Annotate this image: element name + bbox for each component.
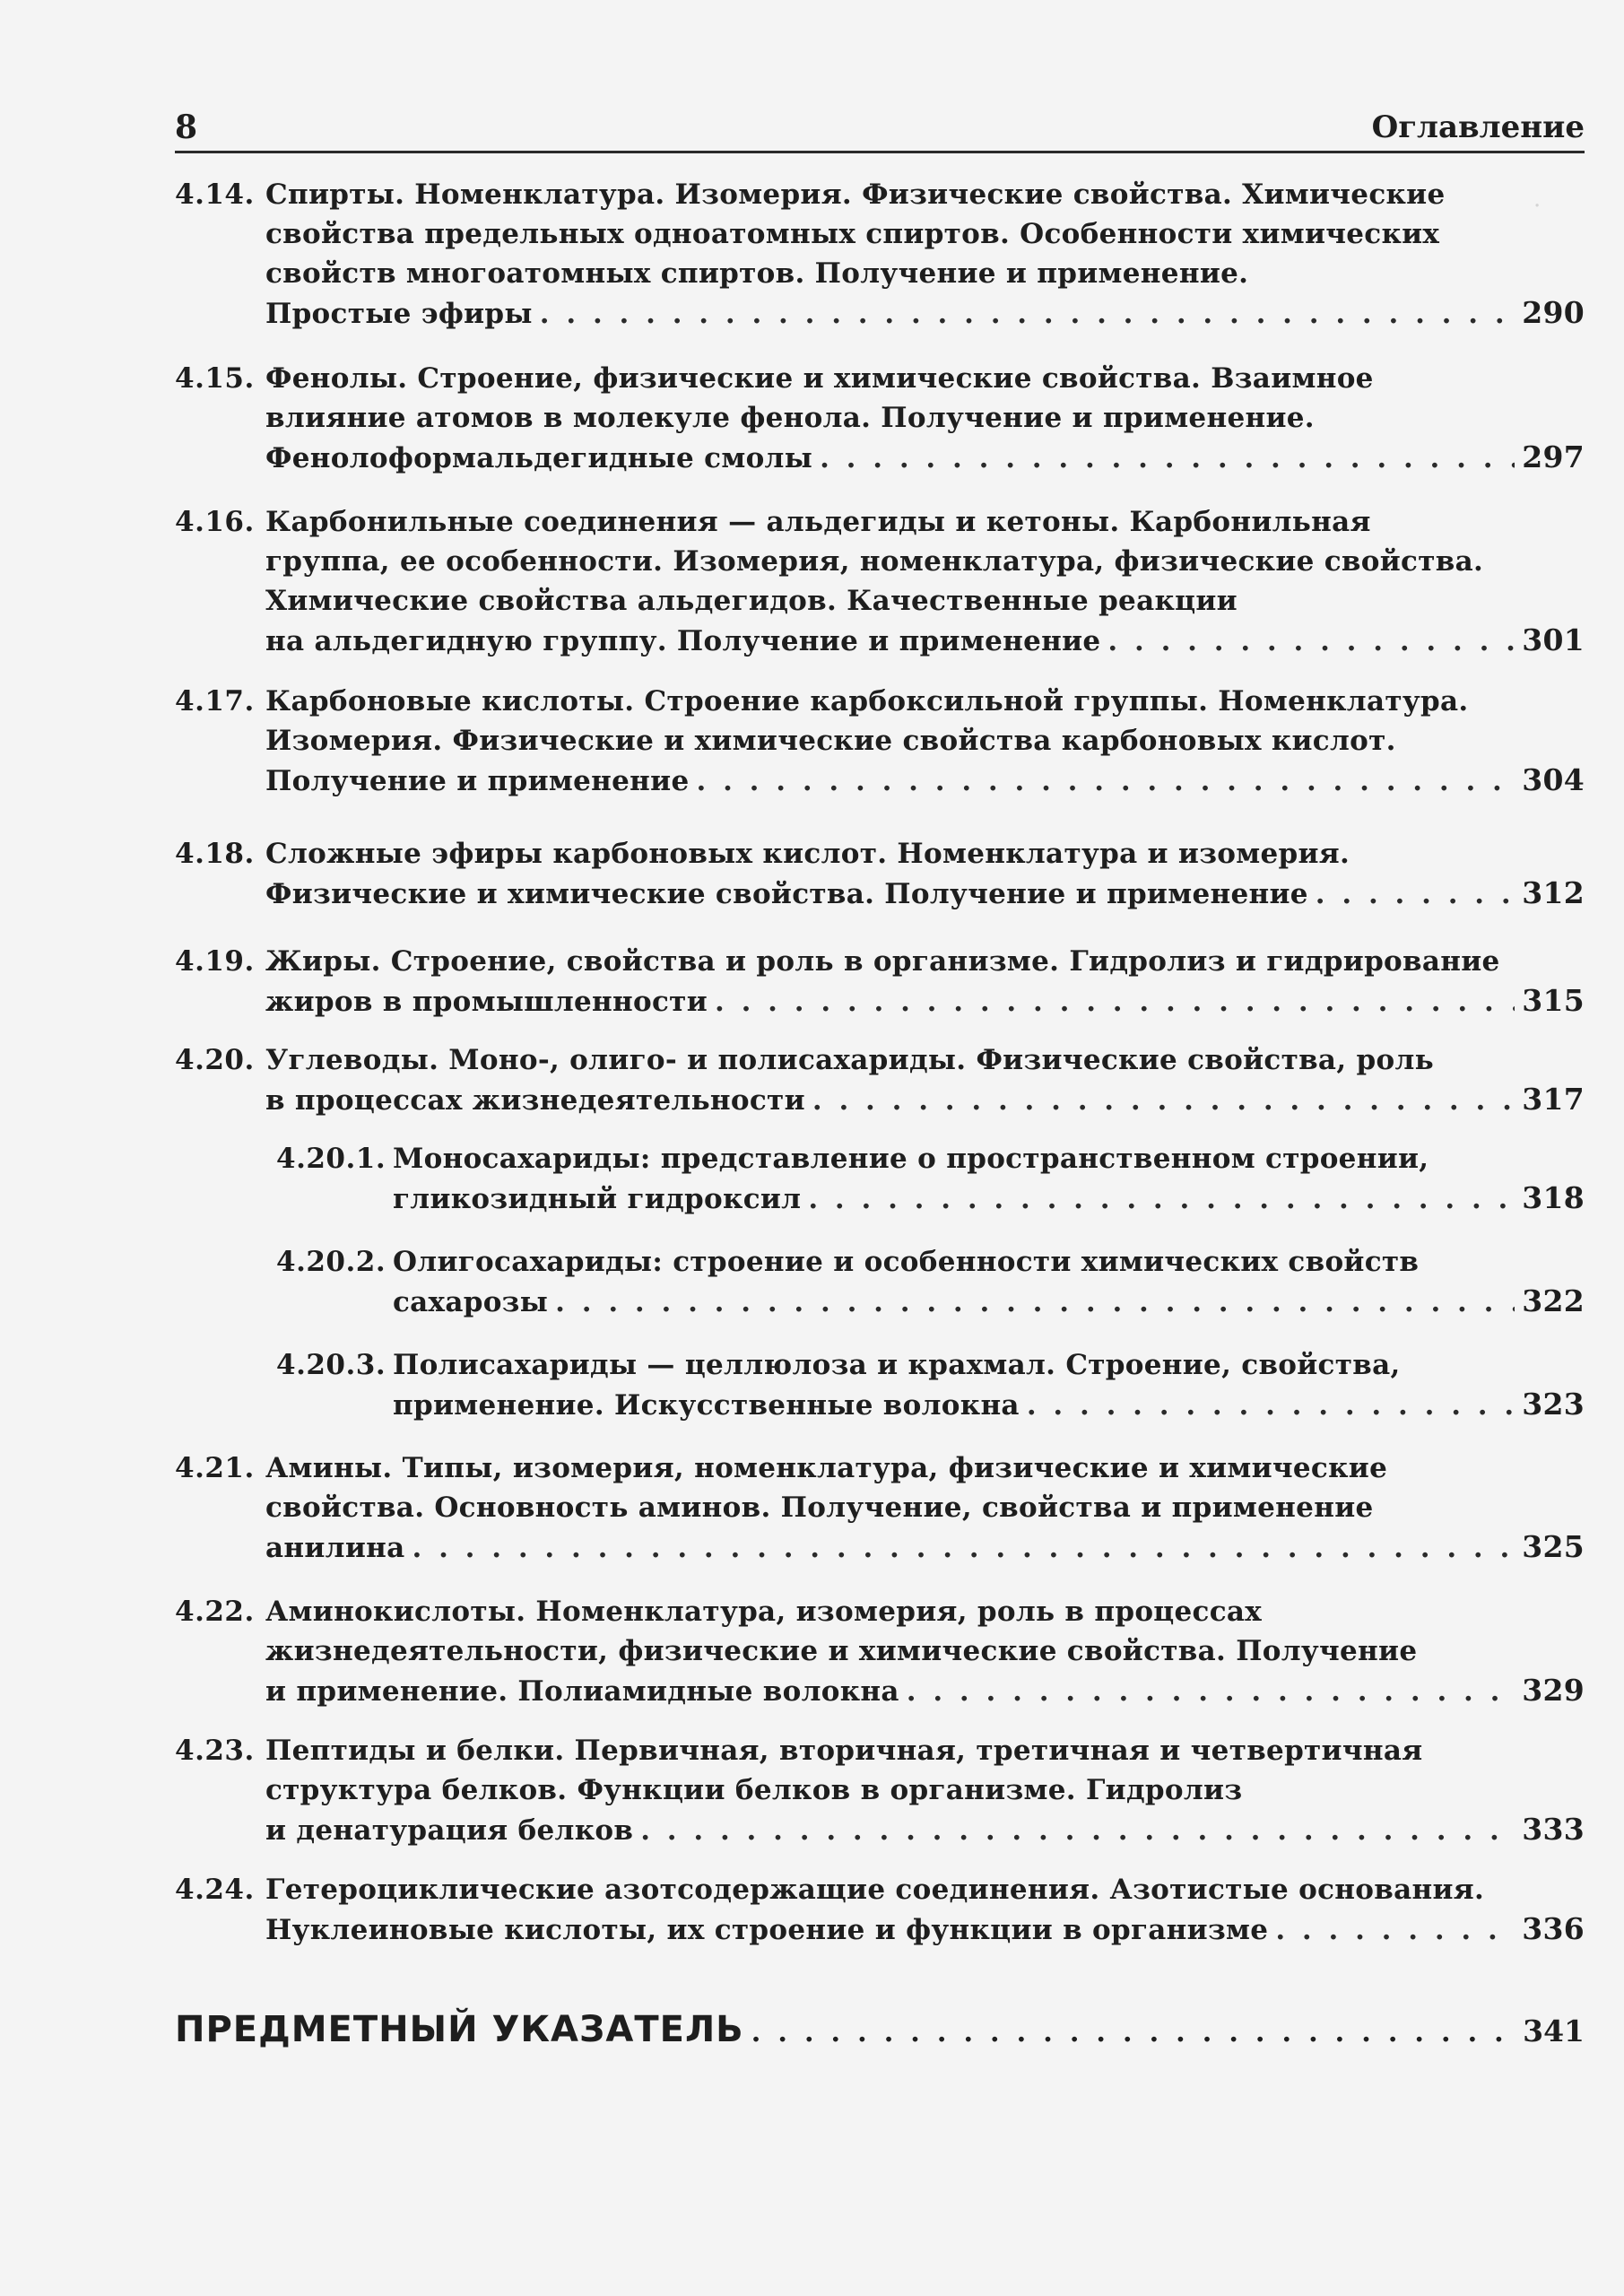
toc-entry-number: 4.17. xyxy=(175,685,255,718)
toc-entry-number: 4.23. xyxy=(175,1735,255,1767)
toc-entry-body xyxy=(265,1592,1585,1710)
toc-entry-number: 4.22. xyxy=(175,1596,255,1628)
toc-entry-body xyxy=(265,502,1585,660)
toc-entry-last-line xyxy=(265,1080,1585,1119)
toc-entry-last-line xyxy=(265,761,1585,800)
toc-entry-body xyxy=(265,942,1585,1021)
running-title: Оглавление xyxy=(1371,109,1585,145)
toc-entry-line: свойства предельных одноатомных спиртов. Особенности химических xyxy=(265,218,1440,250)
toc-entry-line: Изомерия. Физические и химические свойства карбоновых кислот. xyxy=(265,725,1396,757)
toc-page-number: 336 xyxy=(1522,1911,1585,1946)
toc-entry-last-text: и применение. Полиамидные волокна xyxy=(265,1675,899,1708)
toc-entry-line: Моносахариды: представление о пространственном строении, xyxy=(393,1143,1429,1175)
toc-entry-line: Жиры. Строение, свойства и роль в организме. Гидролиз и гидрирование xyxy=(265,945,1500,978)
toc-page-number: 329 xyxy=(1522,1673,1585,1708)
toc-page-number: 325 xyxy=(1522,1529,1585,1564)
toc-entry-line: группа, ее особенности. Изомерия, номенклатура, физические свойства. xyxy=(265,545,1484,578)
toc-page-number: 323 xyxy=(1522,1387,1585,1422)
toc-entry-line: свойств многоатомных спиртов. Получение и применение. xyxy=(265,257,1249,290)
toc-entry-last-line xyxy=(393,1282,1585,1321)
leader-dots xyxy=(540,294,1515,333)
toc-entry-last-line xyxy=(265,1909,1585,1949)
toc-page-number: 333 xyxy=(1522,1812,1585,1847)
toc-entry-line: Сложные эфиры карбоновых кислот. Номенклатура и изомерия. xyxy=(265,838,1350,870)
toc-entry-body xyxy=(265,1448,1585,1567)
toc-entry-last-text: на альдегидную группу. Получение и применение xyxy=(265,625,1101,657)
page-number: 8 xyxy=(175,109,198,146)
toc-entry-number: 4.24. xyxy=(175,1874,255,1906)
leader-dots xyxy=(640,1811,1515,1849)
leader-dots xyxy=(808,1179,1515,1218)
toc-entry-last-line xyxy=(265,874,1585,913)
toc-entry-body xyxy=(265,1040,1585,1119)
toc-entry-last-text: Получение и применение xyxy=(265,765,690,797)
leader-dots xyxy=(907,1672,1515,1710)
toc-entry-body xyxy=(393,1139,1585,1218)
toc-entry-body xyxy=(393,1242,1585,1321)
leader-dots xyxy=(820,439,1515,477)
leader-dots xyxy=(1275,1910,1515,1949)
toc-entry-line: Химические свойства альдегидов. Качественные реакции xyxy=(265,585,1238,617)
toc-entry-number: 4.15. xyxy=(175,362,255,395)
leader-dots xyxy=(812,1081,1515,1119)
toc-entry-body xyxy=(265,1870,1585,1949)
toc-entry-number: 4.18. xyxy=(175,838,255,870)
toc-entry-last-line xyxy=(265,981,1585,1021)
toc-entry-line: Углеводы. Моно-, олиго- и полисахариды. Физические свойства, роль xyxy=(265,1044,1434,1076)
toc-entry-line: Аминокислоты. Номенклатура, изомерия, роль в процессах xyxy=(265,1596,1263,1628)
toc-page-number: 318 xyxy=(1522,1180,1585,1215)
leader-dots xyxy=(696,761,1515,800)
toc-entry-last-text: гликозидный гидроксил xyxy=(393,1183,802,1215)
toc-entry-line: структура белков. Функции белков в организме. Гидролиз xyxy=(265,1774,1243,1806)
toc-entry-line: Амины. Типы, изомерия, номенклатура, физические и химические xyxy=(265,1452,1388,1484)
toc-entry-number: 4.16. xyxy=(175,506,255,538)
toc-entry-number: 4.20. xyxy=(175,1044,255,1076)
toc-entry-line: Полисахариды — целлюлоза и крахмал. Строение, свойства, xyxy=(393,1349,1401,1381)
toc-page-number: 297 xyxy=(1522,439,1585,474)
toc-page-number: 304 xyxy=(1522,762,1585,797)
toc-entry-line: Фенолы. Строение, физические и химические свойства. Взаимное xyxy=(265,362,1374,395)
toc-entry-last-line xyxy=(265,293,1585,333)
show-through-background: · xyxy=(1533,193,1541,220)
toc-page-number: 317 xyxy=(1522,1082,1585,1117)
toc-entry-number: 4.21. xyxy=(175,1452,255,1484)
toc-entry-last-text: жиров в промышленности xyxy=(265,986,708,1018)
toc-entry-last-line xyxy=(265,438,1585,477)
toc-entry-line: жизнедеятельности, физические и химические свойства. Получение xyxy=(265,1635,1418,1667)
toc-entry-last-line xyxy=(393,1385,1585,1424)
toc-entry-body xyxy=(265,1731,1585,1849)
toc-entry-last-text: Простые эфиры xyxy=(265,298,533,330)
toc-entry-body xyxy=(265,175,1585,333)
leader-dots xyxy=(715,982,1515,1021)
toc-page-number: 301 xyxy=(1522,622,1585,657)
toc-entry-number: 4.19. xyxy=(175,945,255,978)
toc-entry-line: свойства. Основность аминов. Получение, свойства и применение xyxy=(265,1492,1374,1524)
toc-entry-last-line xyxy=(265,1671,1585,1710)
toc-page-number: 312 xyxy=(1522,875,1585,910)
toc-entry-line: Спирты. Номенклатура. Изомерия. Физические свойства. Химические xyxy=(265,178,1446,211)
toc-entry-subject-index[interactable] xyxy=(175,2009,1585,2063)
toc-page-number: 315 xyxy=(1522,983,1585,1018)
leader-dots xyxy=(413,1528,1515,1567)
toc-page-number: 290 xyxy=(1522,295,1585,330)
leader-dots xyxy=(751,2016,1515,2048)
toc-entry-body xyxy=(265,682,1585,800)
toc-entry-line: Олигосахариды: строение и особенности химических свойств xyxy=(393,1246,1420,1278)
leader-dots xyxy=(1027,1386,1515,1424)
toc-entry-last-line xyxy=(265,1527,1585,1567)
leader-dots xyxy=(1316,874,1515,913)
toc-entry-number: 4.20.1. xyxy=(276,1143,386,1175)
toc-entry-body xyxy=(393,1345,1585,1424)
toc-entry-last-text: Нуклеиновые кислоты, их строение и функции в организме xyxy=(265,1914,1269,1946)
toc-entry-line: Пептиды и белки. Первичная, вторичная, третичная и четвертичная xyxy=(265,1735,1423,1767)
toc-entry-line: Карбонильные соединения — альдегиды и кетоны. Карбонильная xyxy=(265,506,1371,538)
toc-entry-last-text: Фенолоформальдегидные смолы xyxy=(265,442,813,474)
toc-page-number: 322 xyxy=(1522,1283,1585,1318)
toc-entry-last-line xyxy=(265,1810,1585,1849)
toc-entry-last-text: анилина xyxy=(265,1532,405,1564)
toc-entry-number: 4.14. xyxy=(175,178,255,211)
toc-entry-line: влияние атомов в молекуле фенола. Получение и применение. xyxy=(265,402,1315,434)
toc-entry-body xyxy=(265,834,1585,913)
toc-entry-line: Карбоновые кислоты. Строение карбоксильной группы. Номенклатура. xyxy=(265,685,1469,718)
toc-entry-last-text: в процессах жизнедеятельности xyxy=(265,1084,805,1117)
toc-entry-last-line xyxy=(393,1178,1585,1218)
toc-page-number: 341 xyxy=(1523,2013,1585,2048)
leader-dots xyxy=(555,1283,1515,1321)
toc-entry-line: Гетероциклические азотсодержащие соединения. Азотистые основания. xyxy=(265,1874,1485,1906)
toc-entry-number: 4.20.2. xyxy=(276,1246,386,1278)
running-header xyxy=(175,106,1585,153)
toc-entry-last-text: и денатурация белков xyxy=(265,1814,634,1847)
toc-entry-last-text: применение. Искусственные волокна xyxy=(393,1389,1020,1422)
toc-entry-last-line xyxy=(265,621,1585,660)
toc-entry-title: ПРЕДМЕТНЫЙ УКАЗАТЕЛЬ xyxy=(175,2009,744,2050)
toc-entry-last-text: сахарозы xyxy=(393,1286,549,1318)
toc-entry-body xyxy=(265,359,1585,477)
leader-dots xyxy=(1107,622,1515,660)
toc-entry-last-text: Физические и химические свойства. Получение и применение xyxy=(265,878,1308,910)
toc-entry-number: 4.20.3. xyxy=(276,1349,386,1381)
